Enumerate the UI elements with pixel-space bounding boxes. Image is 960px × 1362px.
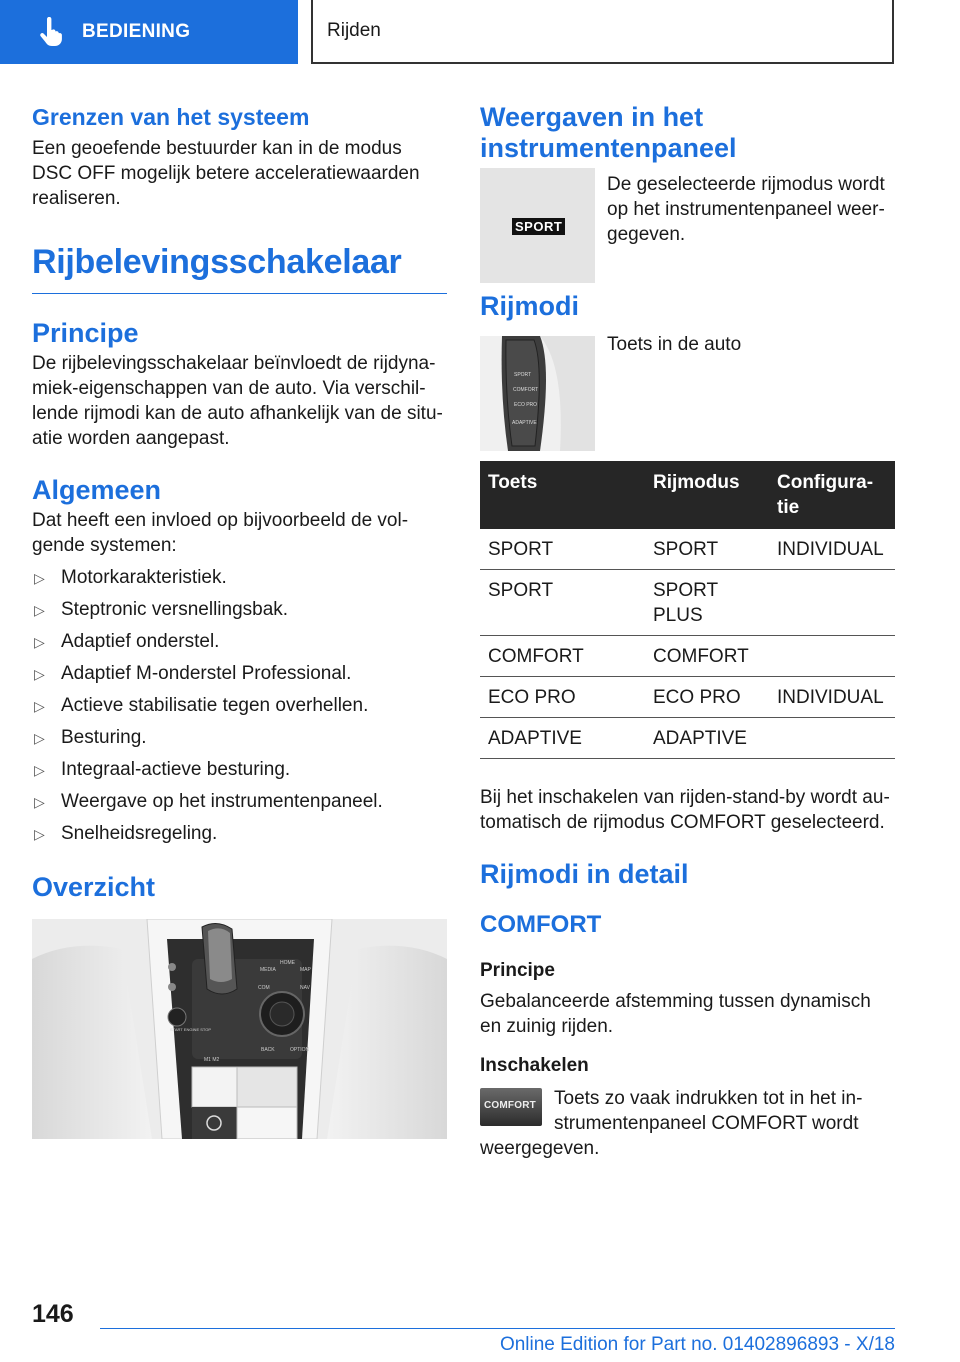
detail-heading: Rijmodi in detail — [480, 859, 689, 889]
triangle-bullet-icon: ▷ — [34, 570, 45, 586]
map-label: MAP — [300, 967, 311, 973]
title-rule — [32, 293, 447, 294]
triangle-bullet-icon: ▷ — [34, 602, 45, 618]
table-row: ECO PRO ECO PRO INDIVIDUAL — [480, 677, 895, 718]
btn-comfort-label: COMFORT — [513, 387, 539, 393]
list-item: ▷ Motorkarakteristiek. — [32, 562, 447, 594]
main-title: Rijbelevingsschakelaar — [32, 243, 402, 281]
col-header-button: Toets — [480, 461, 645, 529]
section-tab[interactable] — [0, 0, 298, 64]
mode-buttons-image — [480, 336, 595, 451]
instrument-display-image — [480, 168, 595, 283]
modes-figure-text: Toets in de auto — [607, 334, 742, 355]
console-illustration — [32, 919, 447, 1139]
list-item: ▷ Adaptief onderstel. — [32, 626, 447, 658]
triangle-bullet-icon: ▷ — [34, 826, 45, 842]
principle-heading: Principe — [32, 318, 139, 348]
triangle-bullet-icon: ▷ — [34, 666, 45, 682]
m-buttons-label: M1 M2 — [204, 1057, 220, 1063]
col-header-mode: Rijmodus — [645, 461, 769, 529]
systems-list — [32, 562, 447, 850]
table-row: SPORT SPORT PLUS — [480, 570, 895, 636]
mode-buttons-illustration — [480, 336, 595, 451]
modes-figure-row — [480, 336, 895, 451]
limits-heading: Grenzen van het systeem — [32, 104, 310, 130]
center-console-image — [32, 919, 447, 1139]
triangle-bullet-icon: ▷ — [34, 730, 45, 746]
page-number: 146 — [32, 1300, 74, 1328]
list-item: ▷ Besturing. — [32, 722, 447, 754]
switch-on-text: Toets zo vaak indrukken tot in het instrumentenpaneel COMFORT wordt weergegeven. — [480, 1088, 863, 1159]
display-text: De geselecteerde rijmodus wordt op het instrumentenpaneel weergegeven. — [607, 174, 885, 245]
list-item: ▷ Weergave op het instrumentenpaneel. — [32, 786, 447, 818]
sport-badge: SPORT — [512, 218, 565, 235]
general-text: Dat heeft een invloed op bijvoorbeeld de volgende systemen: — [32, 510, 409, 556]
switch-on-block — [480, 1086, 895, 1161]
section-tab-label: BEDIENING — [82, 21, 191, 42]
home-label: HOME — [280, 960, 295, 966]
back-label: BACK — [261, 1047, 275, 1053]
modes-heading: Rijmodi — [480, 291, 579, 321]
option-label: OPTION — [290, 1047, 310, 1053]
start-stop-label: START ENGINE STOP — [170, 1027, 212, 1032]
comfort-badge: COMFORT — [484, 1100, 536, 1111]
chapter-title: Rijden — [327, 20, 381, 41]
edition-text: Online Edition for Part no. 01402896893 - X/18 — [499, 1334, 895, 1355]
col-header-config: Configuratie — [769, 461, 895, 529]
comfort-principle-text: Gebalanceerde afstemming tussen dynamisch en zuinig rijden. — [480, 991, 871, 1037]
com-label: COM — [258, 985, 270, 991]
switch-on-heading: Inschakelen — [480, 1055, 589, 1076]
principle-text: De rijbelevingsschakelaar beïnvloedt de rijdynamiek-eigenschappen van de auto. Via verschillende rijmodi kan de auto afhankelijk van de situatie worden aangepast. — [32, 353, 443, 449]
triangle-bullet-icon: ▷ — [34, 794, 45, 810]
triangle-bullet-icon: ▷ — [34, 634, 45, 650]
triangle-bullet-icon: ▷ — [34, 698, 45, 714]
modes-table — [480, 461, 895, 759]
display-figure-row — [480, 168, 895, 283]
comfort-principle-heading: Principe — [480, 960, 555, 981]
display-heading: Weergaven in het instrumentenpaneel — [480, 102, 737, 163]
table-row: ADAPTIVE ADAPTIVE — [480, 718, 895, 759]
overview-heading: Overzicht — [32, 872, 156, 902]
list-item: ▷ Steptronic versnellingsbak. — [32, 594, 447, 626]
btn-sport-label: SPORT — [514, 372, 532, 378]
btn-ecopro-label: ECO PRO — [514, 402, 538, 408]
triangle-bullet-icon: ▷ — [34, 762, 45, 778]
left-column — [32, 100, 447, 1139]
list-item: ▷ Integraal-actieve besturing. — [32, 754, 447, 786]
nav-label: NAV — [300, 985, 310, 991]
table-row: SPORT SPORT INDIVIDUAL — [480, 529, 895, 570]
standby-text: Bij het inschakelen van rijden-stand-by wordt automatisch de rijmodus COMFORT geselecteerd. — [480, 787, 890, 833]
right-column — [480, 100, 895, 1161]
chapter-header — [311, 0, 894, 64]
list-item: ▷ Adaptief M-onderstel Professional. — [32, 658, 447, 690]
media-label: MEDIA — [260, 967, 276, 973]
table-row: COMFORT COMFORT — [480, 636, 895, 677]
footer-rule — [100, 1328, 895, 1329]
comfort-heading: COMFORT — [480, 911, 602, 938]
list-item: ▷ Snelheidsregeling. — [32, 818, 447, 850]
comfort-button-image — [480, 1088, 542, 1126]
general-heading: Algemeen — [32, 475, 162, 505]
btn-adaptive-label: ADAPTIVE — [512, 420, 537, 426]
list-item: ▷ Actieve stabilisatie tegen overhellen. — [32, 690, 447, 722]
table-header-row — [480, 461, 895, 529]
limits-text: Een geoefende bestuurder kan in de modus DSC OFF mogelijk betere acceleratiewaarden realiseren. — [32, 138, 420, 209]
pointing-hand-icon — [38, 17, 64, 47]
